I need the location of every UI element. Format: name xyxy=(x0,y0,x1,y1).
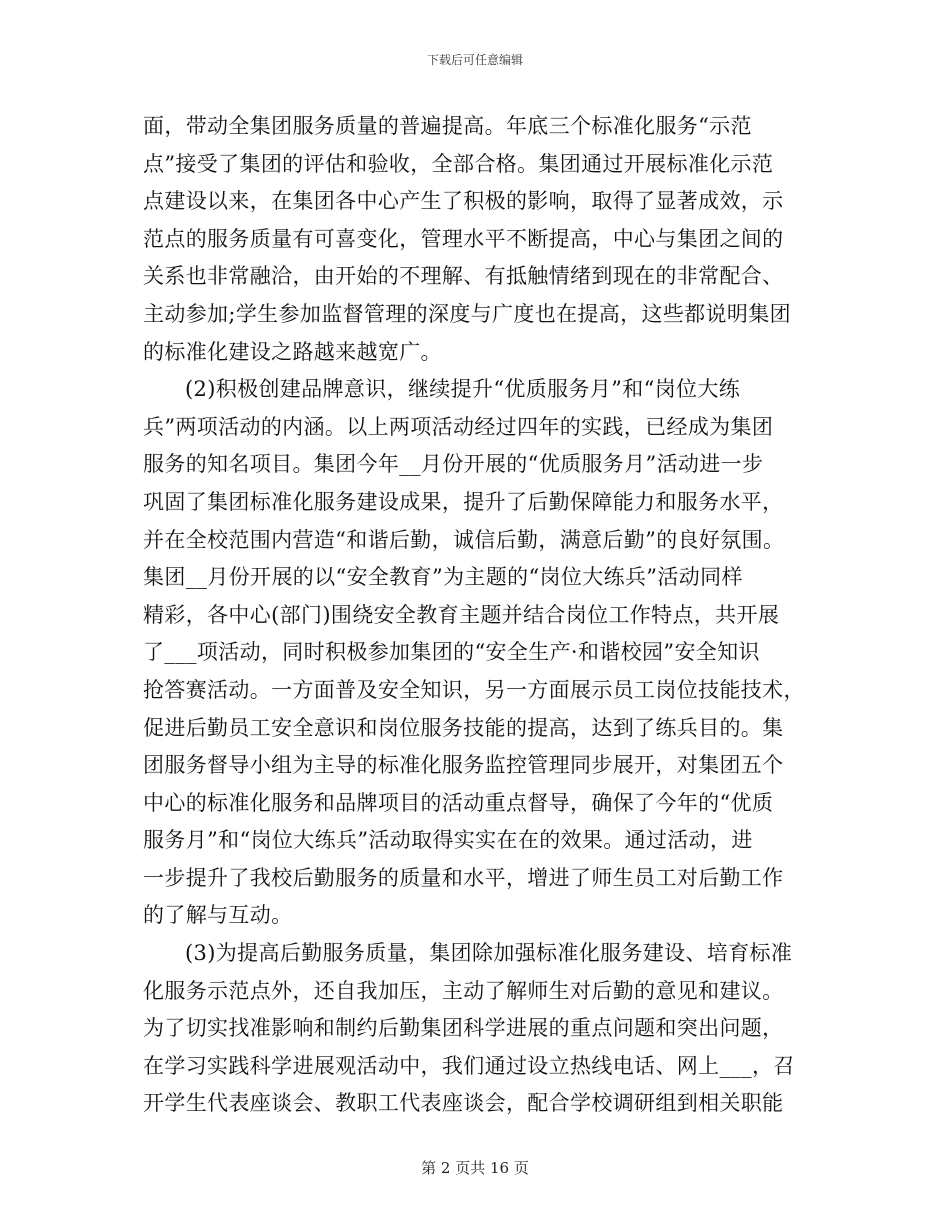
text-line: 为了切实找准影响和制约后勤集团科学进展的重点问题和突出问题， xyxy=(143,1016,784,1041)
text-line: 面，带动全集团服务质量的普遍提高。年底三个标准化服务“示范 xyxy=(143,114,752,138)
text-line: 点建设以来，在集团各中心产生了积极的影响，取得了显著成效，示 xyxy=(143,189,784,214)
page-footer: 第 2 页共 16 页 xyxy=(421,1159,529,1177)
text-line: 集团__月份开展的以“安全教育”为主题的“岗位大练兵”活动同样 xyxy=(143,565,743,590)
text-line: 主动参加;学生参加监督管理的深度与广度也在提高，这些都说明集团 xyxy=(143,301,791,326)
text-line: 中心的标准化服务和品牌项目的活动重点督导，确保了今年的“优质 xyxy=(143,790,774,815)
text-line: 促进后勤员工安全意识和岗位服务技能的提高，达到了练兵目的。集 xyxy=(143,715,784,740)
text-line: 点”接受了集团的评估和验收，全部合格。集团通过开展标准化示范 xyxy=(143,151,774,176)
text-line: 团服务督导小组为主导的标准化服务监控管理同步展开，对集团五个 xyxy=(143,753,784,778)
text-line: 的标准化建设之路越来越宽广。 xyxy=(143,339,442,364)
text-line: 的了解与互动。 xyxy=(143,903,293,928)
text-line: 化服务示范点外，还自我加压，主动了解师生对后勤的意见和建议。 xyxy=(143,978,784,1003)
text-line: 服务月”和“岗位大练兵”活动取得实实在在的效果。通过活动，进 xyxy=(143,828,753,853)
page-header: 下载后可任意编辑 xyxy=(426,53,523,67)
text-line: 一步提升了我校后勤服务的质量和水平，增进了师生员工对后勤工作 xyxy=(143,865,784,890)
text-line: 并在全校范围内营造“和谐后勤，诚信后勤，满意后勤”的良好氛围。 xyxy=(143,527,785,552)
text-line: 抢答赛活动。一方面普及安全知识，另一方面展示员工岗位技能技术， xyxy=(143,677,805,702)
text-line: 关系也非常融洽，由开始的不理解、有抵触情绪到现在的非常配合、 xyxy=(143,264,784,289)
text-line: 开学生代表座谈会、教职工代表座谈会，配合学校调研组到相关职能 xyxy=(143,1091,784,1116)
text-line: 兵”两项活动的内涵。以上两项活动经过四年的实践，已经成为集团 xyxy=(143,414,774,439)
paragraph-start-line: (2)积极创建品牌意识，继续提升“优质服务月”和“岗位大练 xyxy=(185,377,741,402)
text-line: 精彩，各中心(部门)围绕安全教育主题并结合岗位工作特点，共开展 xyxy=(143,602,780,627)
text-line: 在学习实践科学进展观活动中，我们通过设立热线电话、网上___，召 xyxy=(143,1053,795,1078)
text-line: 范点的服务质量有可喜变化，管理水平不断提高，中心与集团之间的 xyxy=(143,226,784,251)
document-body xyxy=(143,108,810,1123)
text-line: 服务的知名项目。集团今年__月份开展的“优质服务月”活动进一步 xyxy=(143,452,764,477)
paragraph-start-line: (3)为提高后勤服务质量，集团除加强标准化服务建设、培育标准 xyxy=(185,941,793,966)
text-line: 巩固了集团标准化服务建设成果，提升了后勤保障能力和服务水平， xyxy=(143,489,784,514)
text-line: 了___项活动，同时积极参加集团的“安全生产·和谐校园”安全知识 xyxy=(143,640,760,665)
